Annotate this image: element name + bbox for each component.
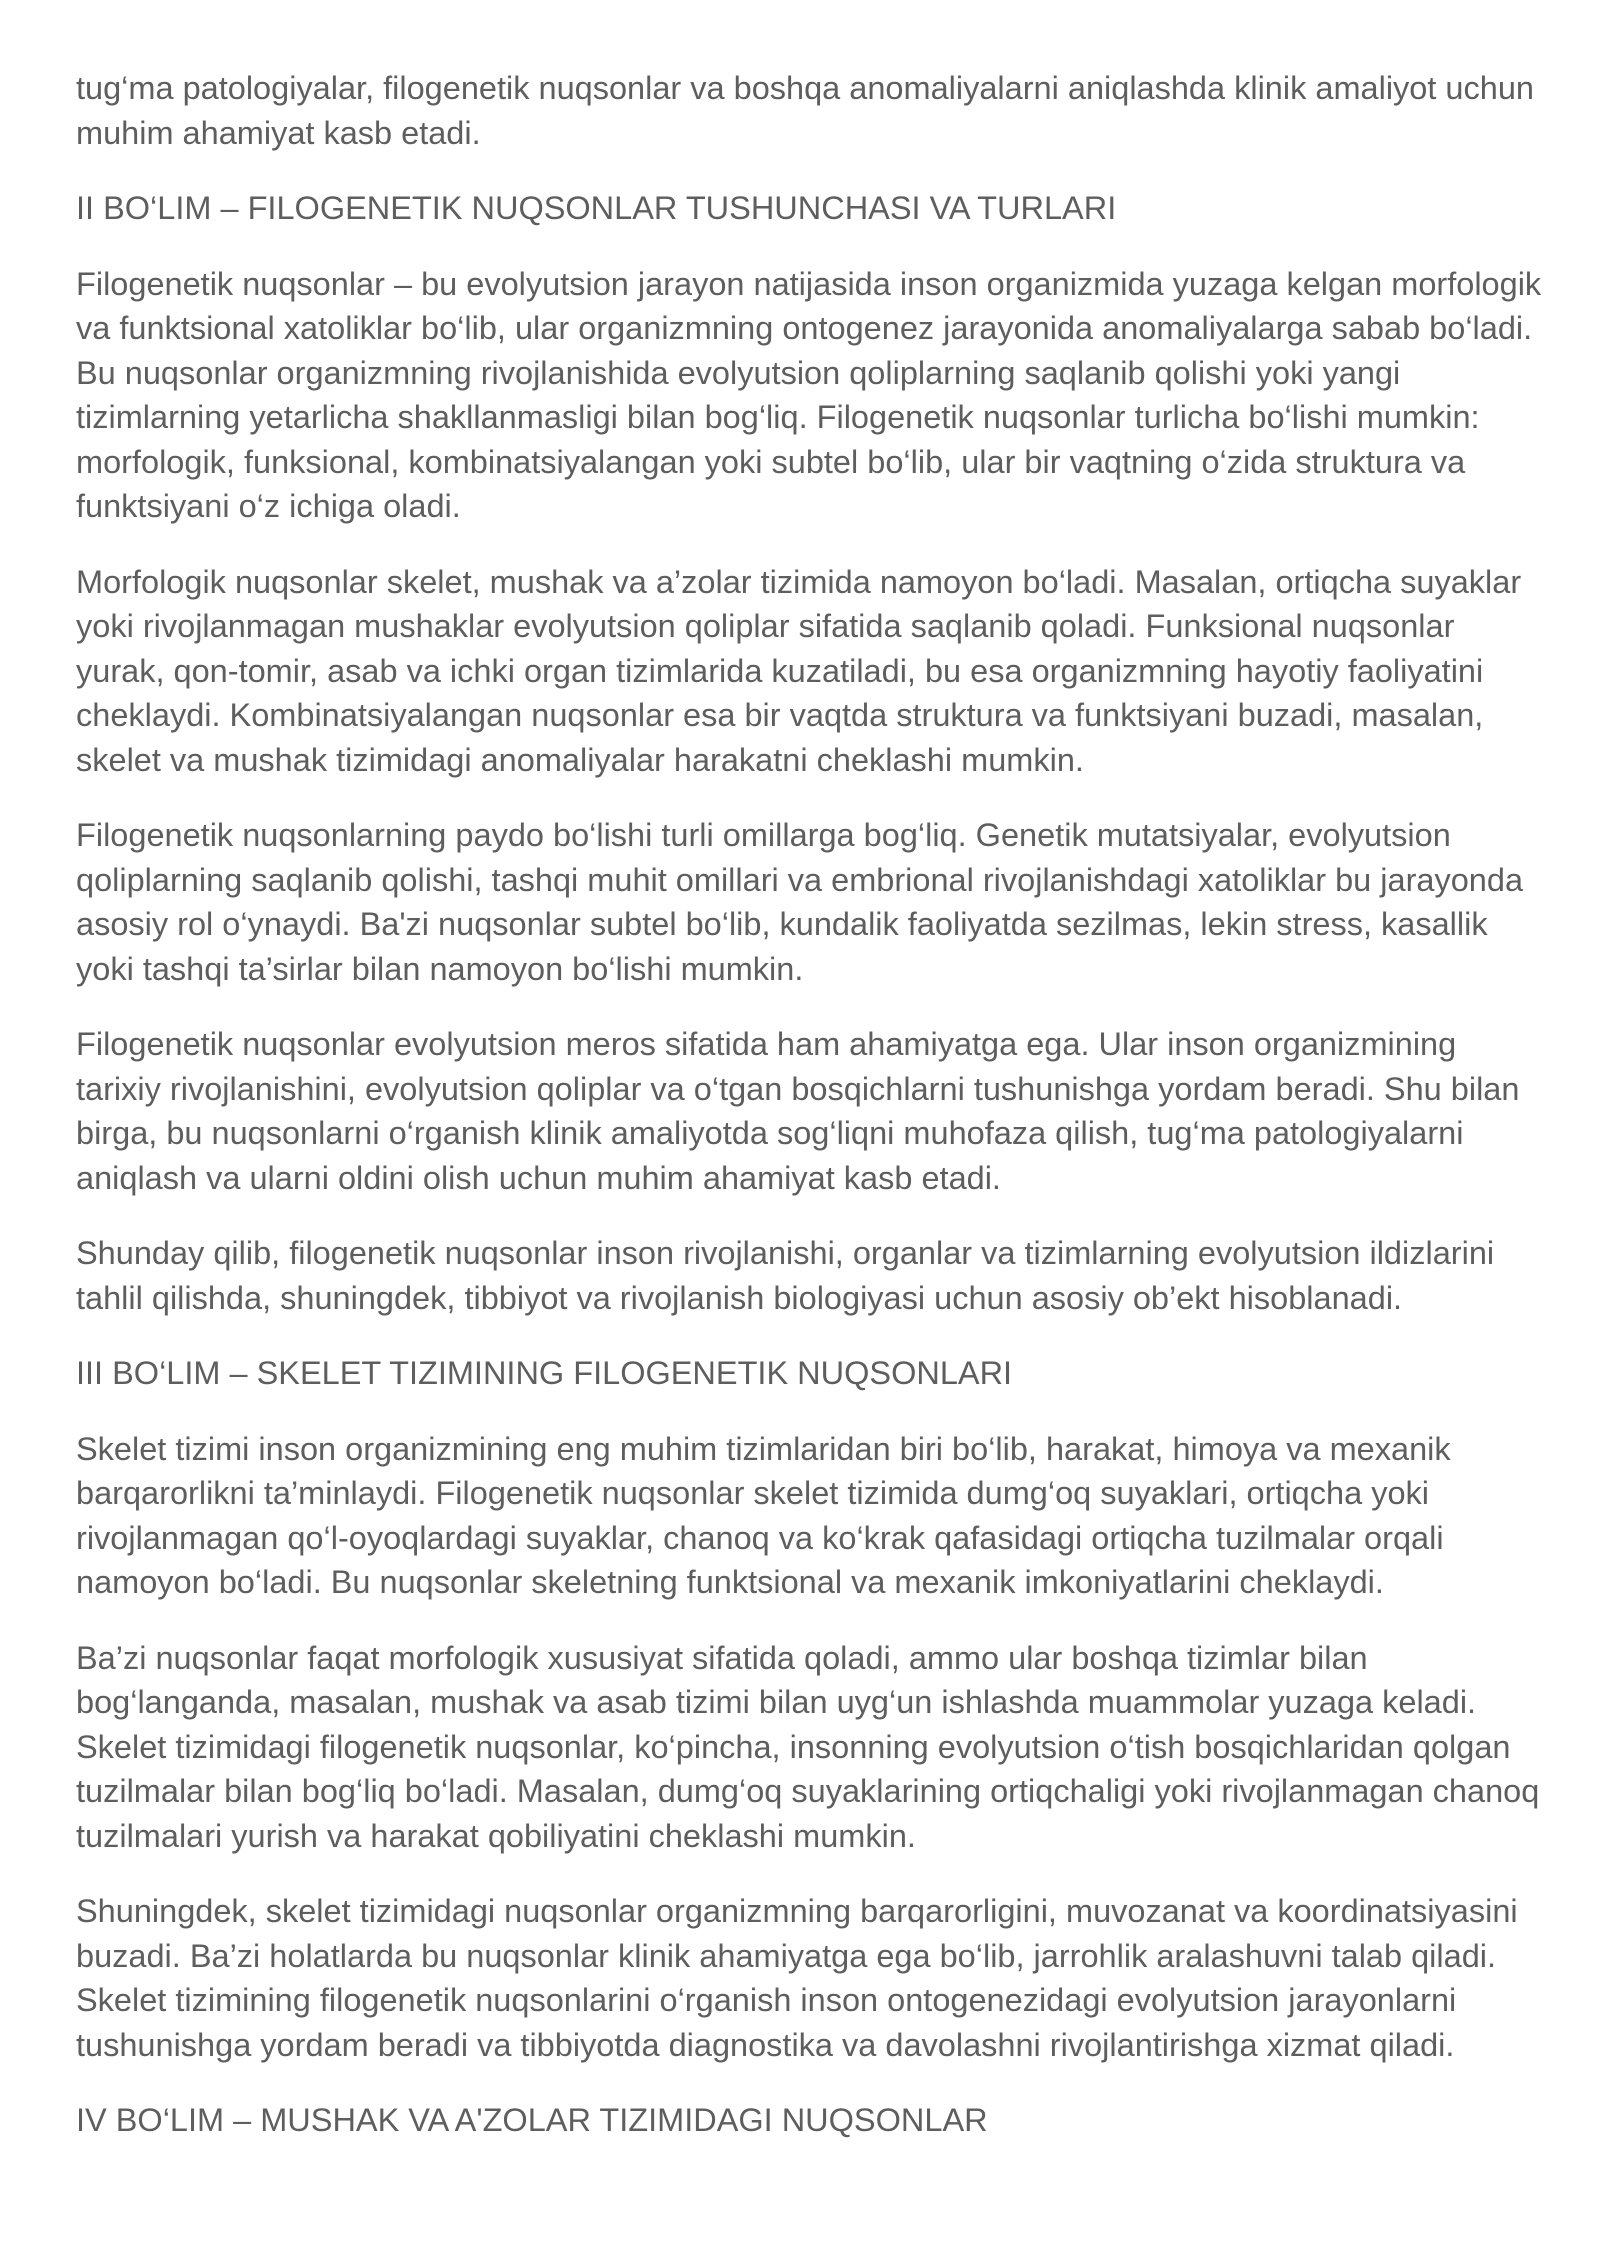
document-page [76,66,1546,2174]
section-2-paragraph-1: Filogenetik nuqsonlar – bu evolyutsion jarayon natijasida inson organizmida yuzaga kelgan morfologik va funktsional xatoliklar bo‘lib, ular organizmning ontogenez jarayonida anomaliyalarga sabab bo‘ladi. Bu nuqsonlar organizmning rivojlanishida evolyutsion qoliplarning saqlanib qolishi yoki yangi tizimlarning yetarlicha shakllanmasligi bilan bog‘liq. Filogenetik nuqsonlar turlicha bo‘lishi mumkin: morfologik, funksional, kombinatsiyalangan yoki subtel bo‘lib, ular bir vaqtning o‘zida struktura va funktsiyani o‘z ichiga oladi. [76,265,1542,524]
section-2-paragraph-3: Filogenetik nuqsonlarning paydo bo‘lishi turli omillarga bog‘liq. Genetik mutatsiyalar, evolyutsion qoliplarning saqlanib qolishi, tashqi muhit omillari va embrional rivojlanishdagi xatoliklar bu jarayonda asosiy rol o‘ynaydi. Ba'zi nuqsonlar subtel bo‘lib, kundalik faoliyatda sezilmas, lekin stress, kasallik yoki tashqi ta’sirlar bilan namoyon bo‘lishi mumkin. [76,817,1524,987]
section-2-heading: II BO‘LIM – FILOGENETIK NUQSONLAR TUSHUNCHASI VA TURLARI [76,190,1117,226]
section-3-paragraph-2: Ba’zi nuqsonlar faqat morfologik xususiyat sifatida qoladi, ammo ular boshqa tizimlar bilan bog‘langanda, masalan, mushak va asab tizimi bilan uyg‘un ishlashda muammolar yuzaga keladi. Skelet tizimidagi filogenetik nuqsonlar, ko‘pincha, insonning evolyutsion o‘tish bosqichlaridan qolgan tuzilmalar bilan bog‘liq bo‘ladi. Masalan, dumg‘oq suyaklarining ortiqchaligi yoki rivojlanmagan chanoq tuzilmalari yurish va harakat qobiliyatini cheklashi mumkin. [76,1639,1540,1854]
section-4-heading: IV BO‘LIM – MUSHAK VA A'ZOLAR TIZIMIDAGI NUQSONLAR [76,2102,988,2138]
section-3-heading: III BO‘LIM – SKELET TIZIMINING FILOGENETIK NUQSONLARI [76,1355,1013,1391]
section-2-paragraph-2: Morfologik nuqsonlar skelet, mushak va a’zolar tizimida namoyon bo‘ladi. Masalan, ortiqcha suyaklar yoki rivojlanmagan mushaklar evolyutsion qoliplar sifatida saqlanib qoladi. Funksional nuqsonlar yurak, qon-tomir, asab va ichki organ tizimlarida kuzatiladi, bu esa organizmning hayotiy faoliyatini cheklaydi. Kombinatsiyalangan nuqsonlar esa bir vaqtda struktura va funktsiyani buzadi, masalan, skelet va mushak tizimidagi anomaliyalar harakatni cheklashi mumkin. [76,563,1522,778]
section-2-paragraph-4: Filogenetik nuqsonlar evolyutsion meros sifatida ham ahamiyatga ega. Ular inson organizmining tarixiy rivojlanishini, evolyutsion qoliplar va o‘tgan bosqichlarni tushunishga yordam beradi. Shu bilan birga, bu nuqsonlarni o‘rganish klinik amaliyotda sog‘liqni muhofaza qilish, tug‘ma patologiyalarni aniqlash va ularni oldini olish uchun muhim ahamiyat kasb etadi. [76,1026,1520,1196]
section-3-paragraph-1: Skelet tizimi inson organizmining eng muhim tizimlaridan biri bo‘lib, harakat, himoya va mexanik barqarorlikni ta’minlaydi. Filogenetik nuqsonlar skelet tizimida dumg‘oq suyaklari, ortiqcha yoki rivojlanmagan qo‘l-oyoqlardagi suyaklar, chanoq va ko‘krak qafasidagi ortiqcha tuzilmalar orqali namoyon bo‘ladi. Bu nuqsonlar skeletning funktsional va mexanik imkoniyatlarini cheklaydi. [76,1430,1451,1600]
section-3-paragraph-3: Shuningdek, skelet tizimidagi nuqsonlar organizmning barqarorligini, muvozanat va koordinatsiyasini buzadi. Ba’zi holatlarda bu nuqsonlar klinik ahamiyatga ega bo‘lib, jarrohlik aralashuvni talab qiladi. Skelet tizimining filogenetik nuqsonlarini o‘rganish inson ontogenezidagi evolyutsion jarayonlarni tushunishga yordam beradi va tibbiyotda diagnostika va davolashni rivojlantirishga xizmat qiladi. [76,1893,1518,2063]
intro-paragraph: tug‘ma patologiyalar, filogenetik nuqsonlar va boshqa anomaliyalarni aniqlashda klinik amaliyot uchun muhim ahamiyat kasb etadi. [76,70,1534,151]
section-2-paragraph-5: Shunday qilib, filogenetik nuqsonlar inson rivojlanishi, organlar va tizimlarning evolyutsion ildizlarini tahlil qilishda, shuningdek, tibbiyot va rivojlanish biologiyasi uchun asosiy ob’ekt hisoblanadi. [76,1235,1495,1316]
